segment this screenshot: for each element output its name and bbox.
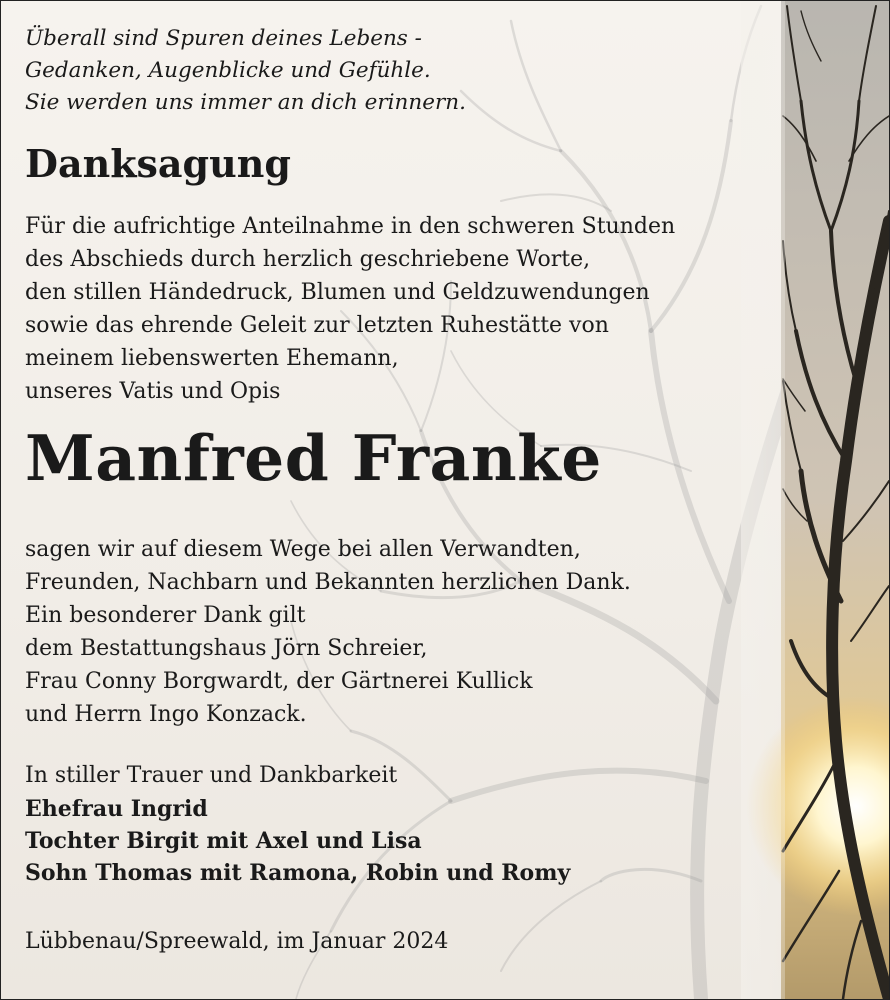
signatory-2: Tochter Birgit mit Axel und Lisa [25,828,422,854]
thanks-line-6: und Herrn Ingo Konzack. [25,702,307,727]
motto-line-1: Überall sind Spuren deines Lebens - [25,26,422,51]
signatory-1: Ehefrau Ingrid [25,796,208,822]
intro-line-1: Für die aufrichtige Anteilnahme in den schweren Stunden [25,214,676,239]
deceased-name: Manfred Franke [25,421,602,495]
intro-line-2: des Abschieds durch herzlich geschriebene Worte, [25,247,591,272]
thanks-line-5: Frau Conny Borgwardt, der Gärtnerei Kullick [25,669,533,694]
thanks-line-4: dem Bestattungshaus Jörn Schreier, [25,636,428,661]
intro-line-6: unseres Vatis und Opis [25,379,281,404]
thanks-line-3: Ein besonderer Dank gilt [25,603,306,628]
place-date: Lübbenau/Spreewald, im Januar 2024 [25,929,449,954]
motto-line-2: Gedanken, Augenblicke und Gefühle. [25,58,431,83]
mourning-line: In stiller Trauer und Dankbarkeit [25,763,398,788]
signatory-3: Sohn Thomas mit Ramona, Robin und Romy [25,860,571,886]
motto-line-3: Sie werden uns immer an dich erinnern. [25,90,466,115]
intro-line-4: sowie das ehrende Geleit zur letzten Ruhestätte von [25,313,609,338]
thanks-line-2: Freunden, Nachbarn und Bekannten herzlichen Dank. [25,570,631,595]
intro-line-5: meinem liebenswerten Ehemann, [25,346,399,371]
heading: Danksagung [25,141,291,186]
intro-line-3: den stillen Händedruck, Blumen und Geldzuwendungen [25,280,650,305]
thanks-line-1: sagen wir auf diesem Wege bei allen Verwandten, [25,537,581,562]
